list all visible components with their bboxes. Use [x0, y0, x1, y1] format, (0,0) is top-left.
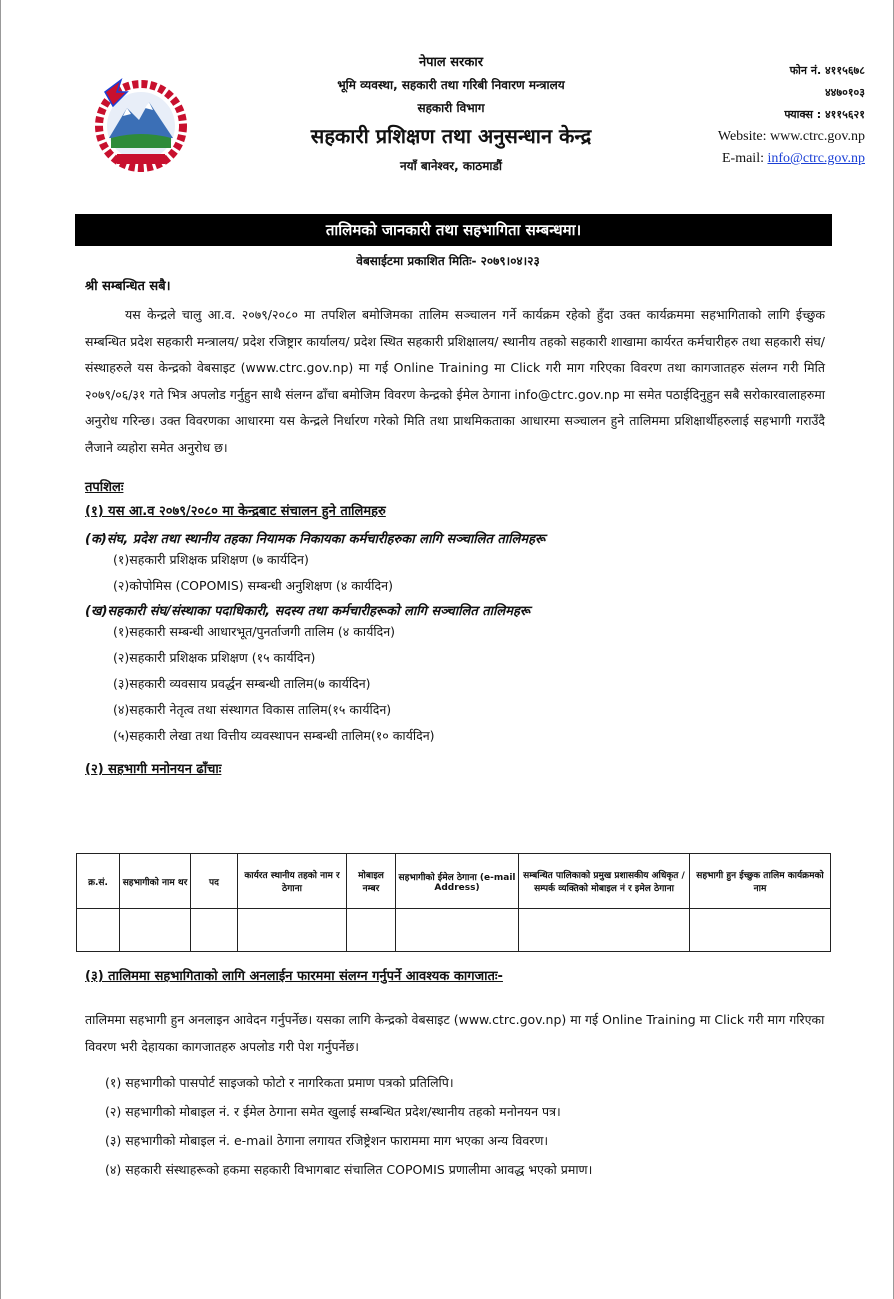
salutation: श्री सम्बन्धित सबै। — [85, 279, 171, 294]
list-item: (३)सहकारी व्यवसाय प्रवर्द्धन सम्बन्धी तालिम(७ कार्यदिन) — [113, 676, 371, 691]
email-label: E-mail: — [721, 151, 768, 166]
table-header-cell: मोबाइल नम्बर — [347, 854, 396, 909]
notice-banner: तालिमको जानकारी तथा सहभागिता सम्बन्धमा। — [75, 214, 832, 246]
phone-number-2: ४४७०१०३ — [824, 86, 865, 99]
table-cell — [519, 909, 690, 952]
list-item: (४)सहकारी नेतृत्व तथा संस्थागत विकास तालिम(१५ कार्यदिन) — [113, 702, 392, 717]
letterhead-center — [261, 52, 641, 174]
table-cell — [690, 909, 831, 952]
table-header-cell: पद — [191, 854, 238, 909]
nepal-emblem-logo — [87, 76, 195, 172]
center-name: सहकारी प्रशिक्षण तथा अनुसन्धान केन्द्र — [310, 124, 592, 148]
list-item: (२) सहभागीको मोबाइल नं. र ईमेल ठेगाना समेत खुलाई सम्बन्धित प्रदेश/स्थानीय तहको मनोनयन पत्र। — [105, 1104, 561, 1119]
table-row — [77, 909, 831, 952]
email-link[interactable]: info@ctrc.gov.np — [767, 151, 865, 166]
publish-date: वेबसाईटमा प्रकाशित मितिः- २०७९।०४।२३ — [356, 254, 540, 268]
email-line — [645, 148, 865, 170]
list-item: (३) सहभागीको मोबाइल नं. e-mail ठेगाना लगायत रजिष्ट्रेशन फाराममा माग भएका अन्य विवरण। — [105, 1133, 549, 1148]
list-item: (१)सहकारी प्रशिक्षक प्रशिक्षण (७ कार्यदिन) — [113, 552, 309, 567]
contact-block — [645, 60, 865, 170]
table-cell — [77, 909, 120, 952]
table-header-cell: क्र.सं. — [77, 854, 120, 909]
fax-number: फ्याक्स : ४११५६२१ — [784, 108, 865, 121]
section-3-heading: (३) तालिममा सहभागिताको लागि अनलाईन फारममा संलग्न गर्नुपर्ने आवश्यक कागजातः- — [85, 969, 503, 984]
required-documents-list — [105, 1068, 825, 1184]
table-header-cell: सहभागी हुन ईच्छुक तालिम कार्यक्रमको नाम — [690, 854, 831, 909]
department-name: सहकारी विभाग — [417, 101, 485, 115]
section-1-heading: (१) यस आ.व २०७९/२०८० मा केन्द्रबाट संचालन हुने तालिमहरु — [85, 504, 386, 519]
list-item: (२)सहकारी प्रशिक्षक प्रशिक्षण (१५ कार्यदिन) — [113, 650, 316, 665]
group-a-heading: (क)संघ, प्रदेश तथा स्थानीय तहका नियामक निकायका कर्मचारीहरुका लागि सञ्चालित तालिमहरू — [85, 532, 546, 547]
table-cell — [120, 909, 191, 952]
table-cell — [238, 909, 347, 952]
notice-body — [85, 276, 825, 777]
table-header-cell: सहभागीको नाम थर — [120, 854, 191, 909]
phone-number: फोन नं. ४११५६७८ — [789, 64, 865, 77]
table-header-row — [77, 854, 831, 909]
list-item: (१)सहकारी सम्बन्धी आधारभूत/पुनर्ताजगी तालिम (४ कार्यदिन) — [113, 624, 396, 639]
table-cell — [396, 909, 519, 952]
section-2-heading: (२) सहभागी मनोनयन ढाँचाः — [85, 762, 222, 777]
table-cell — [347, 909, 396, 952]
website-text: Website: www.ctrc.gov.np — [717, 129, 865, 144]
table-header-cell: सम्बन्धित पालिकाको प्रमुख प्रशासकीय अधिकृत / सम्पर्क व्यक्तिको मोबाइल नं र इमेल ठेगाना — [519, 854, 690, 909]
table-header-cell: सहभागीको ईमेल ठेगाना (e-mail Address) — [396, 854, 519, 909]
center-address: नयाँ बानेश्वर, काठमाडौं — [399, 159, 503, 173]
list-item: (२)कोपोमिस (COPOMIS) सम्बन्धी अनुशिक्षण (४ कार्यदिन) — [113, 578, 393, 593]
intro-paragraph: यस केन्द्रले चालु आ.व. २०७९/२०८० मा तपशिल बमोजिमका तालिम सञ्चालन गर्ने कार्यक्रम रहेको हुँदा उक्त कार्यक्रममा सहभागिताको लागि ईच्छुक सम्बन्धित प्रदेश सहकारी मन्त्रालय/ प्रदेश रजिष्ट्रार कार्यालय/ प्रदेश स्थित सहकारी प्रशिक्षालय/ स्थानीय तहको सहकारी शाखामा कार्यरत कर्मचारीहरु तथा सहकारी संघ/संस्थाहरुले यस केन्द्रको वेबसाइट (www.ctrc.gov.np) मा गई Online Training मा Click गरी माग गरिएका विवरण तथा कागजातहरु संलग्न गरी मिति २०७९/०६/३१ गते भित्र अपलोड गर्नुहुन साथै संलग्न ढाँचा बमोजिम विवरण केन्द्रको ईमेल ठेगाना info@ctrc.gov.np मा समेत पठाईदिनुहुन सबै सरोकारवालाहरुमा अनुरोध गरिन्छ। उक्त विवरणका आधारमा यस केन्द्रले निर्धारण गरेको मिति तथा प्राथमिकताका आधारमा सञ्चालन हुने तालिममा प्रशिक्षार्थीहरुलाई सहभागी गराउँदै लैजाने व्यहोरा समेत अनुरोध छ। — [85, 307, 825, 455]
tapasil-heading: तपशिलः — [85, 480, 124, 495]
group-b-heading: (ख)सहकारी संघ/संस्थाका पदाधिकारी, सदस्य तथा कर्मचारीहरूको लागि सञ्चालित तालिमहरू — [85, 604, 530, 619]
nomination-form-table — [76, 853, 831, 952]
gov-name: नेपाल सरकार — [418, 55, 484, 70]
ministry-name: भूमि व्यवस्था, सहकारी तथा गरिबी निवारण मन्त्रालय — [337, 78, 565, 92]
list-item: (१) सहभागीको पासपोर्ट साइजको फोटो र नागरिकता प्रमाण पत्रको प्रतिलिपि। — [105, 1075, 454, 1090]
table-header-cell: कार्यरत स्थानीय तहको नाम र ठेगाना — [238, 854, 347, 909]
table-cell — [191, 909, 238, 952]
list-item: (४) सहकारी संस्थाहरूको हकमा सहकारी विभागबाट संचालित COPOMIS प्रणालीमा आवद्ध भएको प्रमाण। — [105, 1162, 593, 1177]
list-item: (५)सहकारी लेखा तथा वित्तीय व्यवस्थापन सम्बन्धी तालिम(१० कार्यदिन) — [113, 728, 435, 743]
section-3-paragraph: तालिममा सहभागी हुन अनलाइन आवेदन गर्नुपर्नेछ। यसका लागि केन्द्रको वेबसाइट (www.ctrc.gov.np) मा गई Online Training मा Click गरी माग गरिएका विवरण भरी देहायका कागजातहरु अपलोड गरी पेश गर्नुपर्नेछ। — [85, 1012, 825, 1054]
